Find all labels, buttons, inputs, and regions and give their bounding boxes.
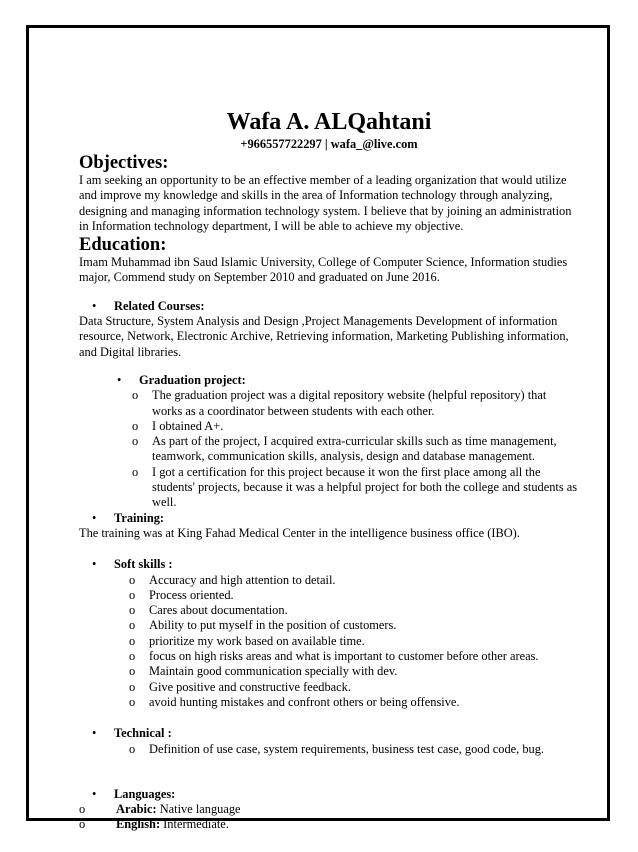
list-item: o I obtained A+. bbox=[132, 418, 224, 433]
graduation-project-bullet bbox=[79, 373, 579, 388]
list-item: o Accuracy and high attention to detail. bbox=[129, 572, 336, 587]
graduation-project-label: Graduation project: bbox=[139, 372, 246, 387]
technical-label: Technical : bbox=[114, 726, 172, 741]
list-item: o The graduation project was a digital repository website (helpful repository) that works as a coordinator between students with each other. bbox=[132, 388, 547, 418]
resume-document bbox=[79, 108, 579, 833]
bullet-glyph: • bbox=[92, 786, 97, 801]
related-courses-label: Related Courses: bbox=[114, 298, 205, 313]
languages-bullet bbox=[79, 787, 579, 802]
bullet-glyph: • bbox=[92, 557, 97, 572]
education-text: Imam Muhammad ibn Saud Islamic University, College of Computer Science, Information studies major, Commend study on September 2010 and graduated on June 2016. bbox=[79, 255, 568, 285]
list-item: o prioritize my work based on available time. bbox=[129, 633, 365, 648]
soft-skills-label: Soft skills : bbox=[114, 557, 173, 572]
bullet-glyph: • bbox=[92, 726, 97, 741]
objectives-text: I am seeking an opportunity to be an effective member of a leading organization that would utilize and improve my knowledge and skills in the area of Information technology through analyzing, designing and managing information technology system. I believe that by joining an administration in Information technology department, I will be able to achieve my objective. bbox=[79, 173, 572, 233]
sub-bullet-glyph: o bbox=[132, 434, 139, 449]
list-item: o Process oriented. bbox=[129, 587, 234, 602]
bullet-glyph: • bbox=[117, 372, 122, 387]
sub-bullet-glyph: o bbox=[132, 464, 139, 479]
sub-bullet-glyph: o bbox=[132, 418, 139, 433]
related-courses-text: Data Structure, System Analysis and Design ,Project Managements Development of information resource, Network, Electronic Archive, Retrieving information, Marketing Publishing information, and Digital libraries. bbox=[79, 314, 569, 359]
sub-bullet-glyph: o bbox=[132, 388, 139, 403]
list-item: o Definition of use case, system requirements, business test case, good code, bug. bbox=[129, 741, 545, 756]
languages-label: Languages: bbox=[114, 786, 176, 801]
list-item: o Ability to put myself in the position of customers. bbox=[129, 618, 397, 633]
related-courses-bullet bbox=[79, 299, 579, 314]
list-item: o avoid hunting mistakes and confront others or being offensive. bbox=[129, 694, 460, 709]
contact-line: +966557722297 | wafa_@live.com bbox=[240, 137, 418, 151]
list-item: o Give positive and constructive feedback. bbox=[129, 679, 351, 694]
bullet-glyph: • bbox=[92, 510, 97, 525]
technical-bullet bbox=[79, 726, 579, 741]
training-text: The training was at King Fahad Medical Center in the intelligence business office (IBO). bbox=[79, 525, 520, 540]
soft-skills-bullet bbox=[79, 557, 579, 572]
training-label: Training: bbox=[114, 510, 165, 525]
training-bullet bbox=[79, 511, 579, 526]
list-item: o As part of the project, I acquired extra-curricular skills such as time management, teamwork, communication skills, analysis, design and database management. bbox=[132, 434, 557, 464]
list-item: o focus on high risks areas and what is important to customer before other areas. bbox=[129, 649, 539, 664]
bullet-glyph: • bbox=[92, 298, 97, 313]
objectives-heading: Objectives: bbox=[79, 153, 169, 173]
education-heading: Education: bbox=[79, 235, 167, 256]
list-item: o Maintain good communication specially with dev. bbox=[129, 664, 398, 679]
list-item: o I got a certification for this project because it won the first place among all the students' projects, because it was a helpful project for both the college and students as well. bbox=[132, 464, 578, 510]
list-item: o Cares about documentation. bbox=[129, 603, 288, 618]
language-item-arabic: o Arabic: Native language bbox=[79, 802, 241, 817]
candidate-name: Wafa A. ALQahtani bbox=[226, 109, 432, 135]
language-item-english: o English: Intermediate. bbox=[79, 817, 229, 832]
